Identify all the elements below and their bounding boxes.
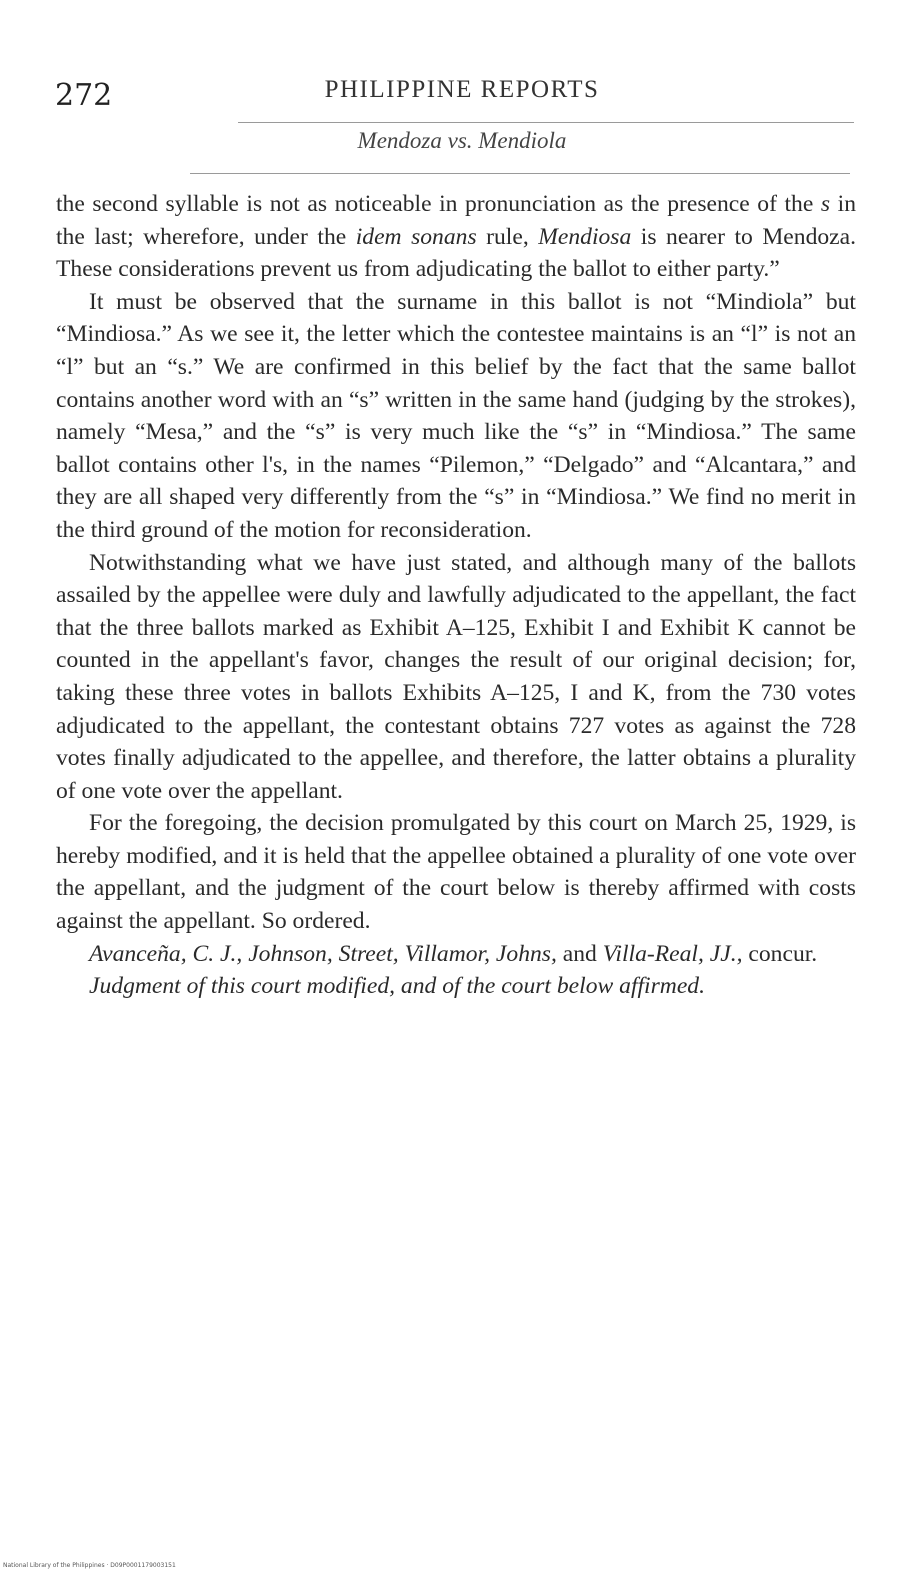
- page-number: 272: [55, 78, 113, 113]
- case-title-rule: [190, 173, 850, 174]
- paragraph-decision: For the foregoing, the decision promulgated by this court on March 25, 1929, is hereby modified, and it is held that the appellee obtained a plurality of one vote over the appellant, and the judgment of the court below is thereby affirmed with costs against the appellant. So ordered.: [56, 810, 856, 935]
- paragraph-mindiosa: It must be observed that the surname in this ballot is not “Mindiola” but “Mindiosa.” As we see it, the letter which the contestee maintains is an “l” is not an “l” but an “s.” We are confirmed in this belief by the fact that the same ballot contains another word with an “s” written in the same hand (judging by the strokes), namely “Mesa,” and the “s” is very much like the “s” in “Mindiosa.” The same ballot contains other l's, in the names “Pilemon,” “Delgado” and “Alcantara,” and they are all shaped very differently from the “s” in “Mindiosa.” We find no merit in the third ground of the motion for reconsideration.: [56, 288, 856, 543]
- running-head: PHILIPPINE REPORTS: [324, 76, 600, 103]
- opinion-body: [56, 188, 856, 1003]
- paragraph-continued: the second syllable is not as noticeable in pronunciation as the presence of the s in the last; wherefore, under the idem sonans rule, Mendiosa is nearer to Mendoza. These considerations prevent us from adjudicating the ballot to either party.”: [56, 191, 857, 283]
- concurrence: Avanceña, C. J., Johnson, Street, Villamor, Johns, and Villa-Real, JJ., concur.: [89, 940, 818, 967]
- case-title: Mendoza vs. Mendiola: [357, 128, 567, 153]
- paragraph-ballots: Notwithstanding what we have just stated, and although many of the ballots assailed by the appellee were duly and lawfully adjudicated to the appellant, the fact that the three ballots marked as Exhibit A–125, Exhibit I and Exhibit K cannot be counted in the appellant's favor, changes the result of our original decision; for, taking these three votes in ballots Exhibits A–125, I and K, from the 730 votes adjudicated to the appellant, the contestant obtains 727 votes as against the 728 votes finally adjudicated to the appellee, and therefore, the latter obtains a plurality of one vote over the appellant.: [56, 549, 856, 804]
- header-rule: [238, 122, 854, 123]
- judgment-line: Judgment of this court modified, and of the court below affirmed.: [89, 973, 705, 1000]
- footer-credit: National Library of the Philippines · D09P0001179003151: [3, 1562, 176, 1569]
